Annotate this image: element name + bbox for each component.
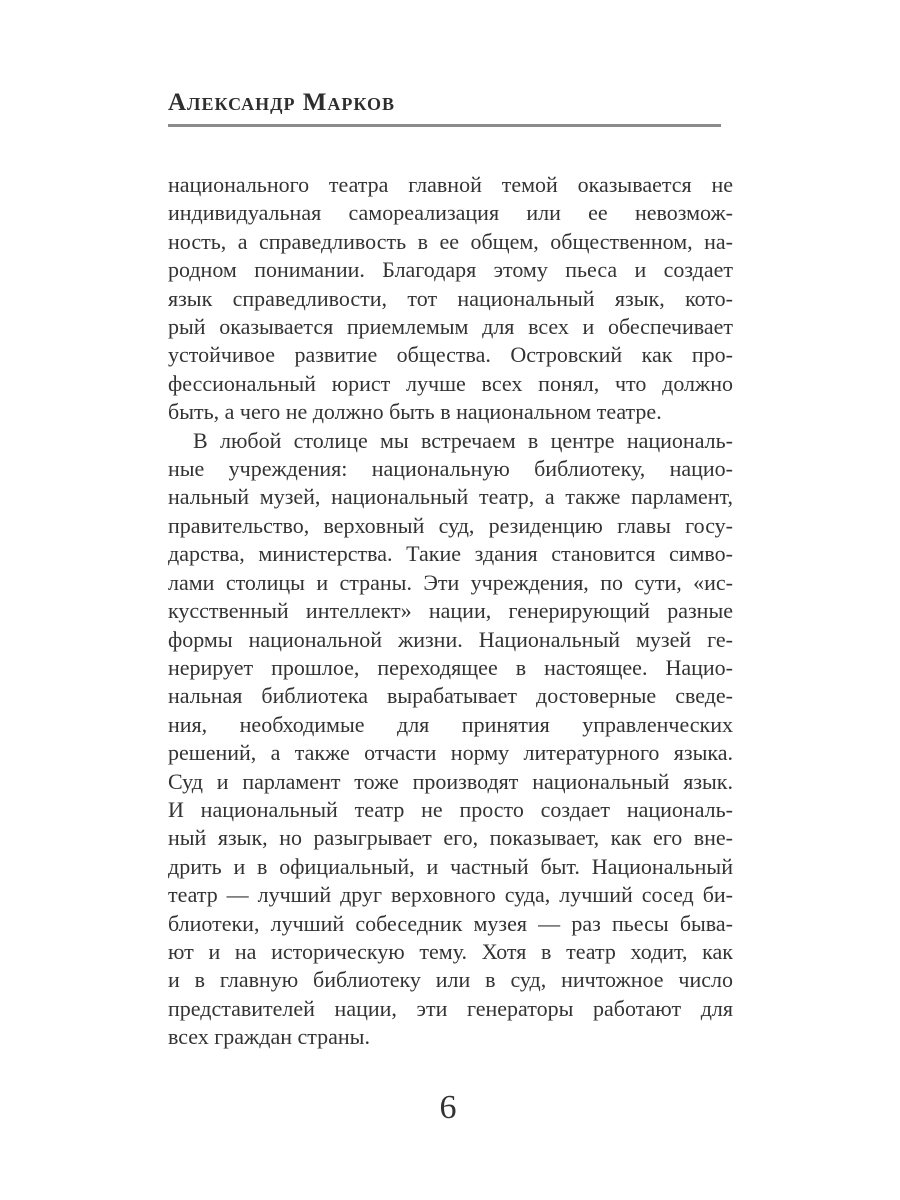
text-line: В любой столице мы встречаем в центре националь- (193, 427, 733, 453)
text-line: блиотеки, лучший собеседник музея — раз пьесы быва- (168, 910, 733, 936)
text-line: кусственный интеллект» нации, генерирующий разные (168, 598, 733, 624)
header-rule (168, 124, 721, 127)
text-line: дарства, министерства. Такие здания становится симво- (168, 541, 733, 567)
text-line: и в главную библиотеку или в суд, ничтожное число (168, 967, 733, 993)
text-line: национального театра главной темой оказывается не (168, 172, 733, 197)
text-line: И национальный театр не просто создает националь- (168, 796, 733, 822)
text-line: ные учреждения: национальную библиотеку, нацио- (168, 456, 733, 482)
text-line: ный язык, но разыгрывает его, показывает, как его вне- (168, 825, 733, 851)
text-line: фессиональный юрист лучше всех понял, что должно (168, 370, 733, 396)
text-line: нерирует прошлое, переходящее в настоящее. Нацио- (168, 654, 733, 680)
text-line: театр — лучший друг верховного суда, лучший сосед би- (168, 882, 733, 908)
author-name: Александр Марков (168, 89, 396, 116)
text-line: нальный музей, национальный театр, а также парламент, (168, 484, 733, 510)
text-line: всех граждан страны. (168, 1024, 370, 1050)
text-line: дрить и в официальный, и частный быт. Национальный (168, 853, 733, 879)
text-line: нальная библиотека вырабатывает достоверные сведе- (168, 683, 733, 709)
text-line: правительство, верховный суд, резиденцию главы госу- (168, 512, 733, 538)
text-line: индивидуальная самореализация или ее невозмож- (168, 200, 733, 226)
text-line: ния, необходимые для принятия управленческих (168, 711, 733, 737)
text-line: рый оказывается приемлемым для всех и обеспечивает (168, 314, 733, 340)
text-line: ность, а справедливость в ее общем, общественном, на- (168, 228, 733, 254)
page-number: 6 (439, 1089, 457, 1126)
text-line: лами столицы и страны. Эти учреждения, по сути, «ис- (168, 569, 733, 595)
text-line: быть, а чего не должно быть в национальном театре. (168, 399, 662, 425)
text-line: ют и на историческую тему. Хотя в театр ходит, как (168, 938, 733, 964)
text-line: Суд и парламент тоже производят национальный язык. (168, 768, 733, 794)
text-line: родном понимании. Благодаря этому пьеса и создает (168, 257, 733, 283)
text-line: представителей нации, эти генераторы работают для (168, 995, 733, 1021)
text-line: решений, а также отчасти норму литературного языка. (168, 740, 733, 766)
body-text (168, 171, 733, 1052)
text-line: язык справедливости, тот национальный язык, кото- (168, 285, 733, 311)
text-line: устойчивое развитие общества. Островский как про- (168, 342, 733, 368)
text-line: формы национальной жизни. Национальный музей ге- (168, 626, 733, 652)
